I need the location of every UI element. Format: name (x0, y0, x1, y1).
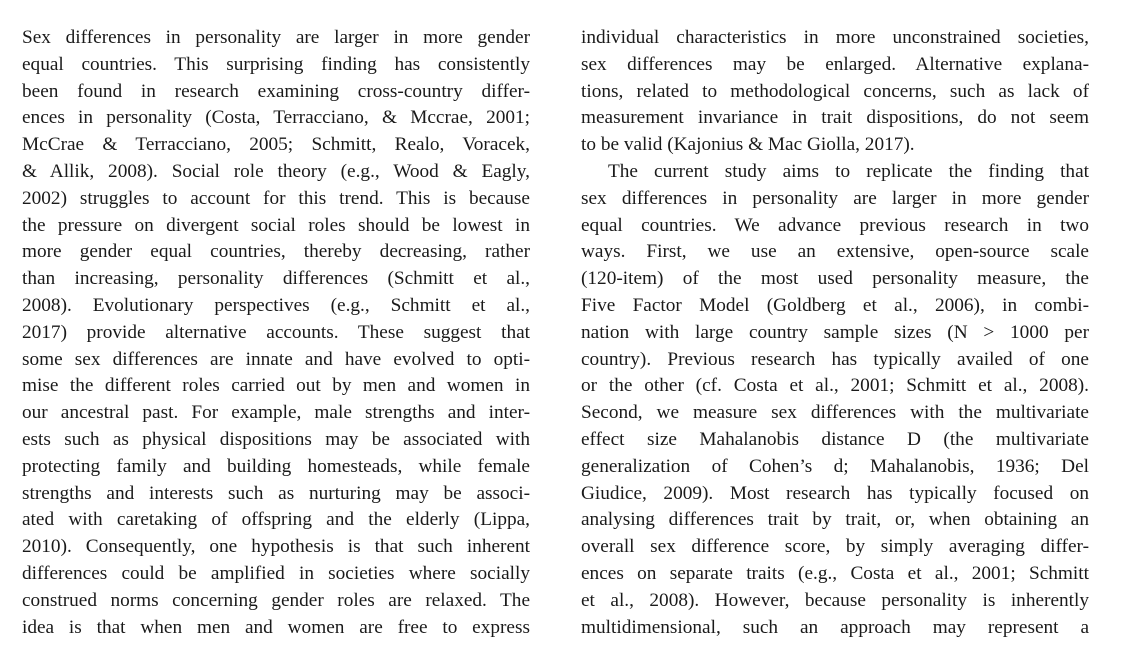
text-line: mise the different roles carried out by men and women in (22, 375, 530, 397)
text-line: strengths and interests such as nurturing may be associ- (22, 482, 530, 504)
text-line: ated with caretaking of offspring and the elderly (Lippa, (22, 509, 530, 531)
text-line: McCrae & Terracciano, 2005; Schmitt, Realo, Voracek, (22, 134, 530, 156)
text-line: 2010). Consequently, one hypothesis is that such inherent (22, 536, 530, 558)
text-line: more gender equal countries, thereby decreasing, rather (22, 241, 530, 263)
text-line: country). Previous research has typically availed of one (581, 348, 1089, 370)
text-line: et al., 2008). However, because personality is inherently (581, 589, 1089, 611)
text-line: Giudice, 2009). Most research has typically focused on (581, 482, 1089, 504)
text-line: sex differences may be enlarged. Alternative explana- (581, 53, 1089, 75)
text-line: Sex differences in personality are larger in more gender (22, 27, 530, 48)
text-line: ests such as physical dispositions may be associated with (22, 428, 530, 450)
text-line: multidimensional, such an approach may represent a (581, 616, 1089, 638)
text-line: effect size Mahalanobis distance D (the multivariate (581, 428, 1089, 450)
text-line: or the other (cf. Costa et al., 2001; Schmitt et al., 2008). (581, 375, 1089, 397)
text-line: ences in personality (Costa, Terracciano, & Mccrae, 2001; (22, 107, 530, 129)
text-line: ences on separate traits (e.g., Costa et al., 2001; Schmitt (581, 562, 1089, 584)
text-line: equal countries. This surprising finding has consistently (22, 53, 530, 75)
text-line: than increasing, personality differences (Schmitt et al., (22, 268, 530, 290)
text-line: our ancestral past. For example, male strengths and inter- (22, 402, 530, 424)
right-text-column (581, 25, 1089, 641)
text-line: been found in research examining cross-country differ- (22, 80, 530, 102)
text-line: the pressure on divergent social roles should be lowest in (22, 214, 530, 236)
text-line: Five Factor Model (Goldberg et al., 2006), in combi- (581, 294, 1089, 316)
text-line: analysing differences trait by trait, or, when obtaining an (581, 509, 1089, 531)
text-line: some sex differences are innate and have evolved to opti- (22, 348, 530, 370)
left-text-column (22, 25, 530, 641)
text-line: generalization of Cohen’s d; Mahalanobis, 1936; Del (581, 455, 1089, 477)
text-line: differences could be amplified in societies where socially (22, 562, 530, 584)
text-line: & Allik, 2008). Social role theory (e.g., Wood & Eagly, (22, 160, 530, 182)
text-line: 2017) provide alternative accounts. These suggest that (22, 321, 530, 343)
text-line: equal countries. We advance previous research in two (581, 214, 1089, 236)
text-line: 2002) struggles to account for this trend. This is because (22, 187, 530, 209)
text-line: tions, related to methodological concerns, such as lack of (581, 80, 1089, 102)
text-line: individual characteristics in more unconstrained societies, (581, 27, 1089, 48)
paragraph-start-line: The current study aims to replicate the finding that (608, 160, 1089, 182)
text-line: nation with large country sample sizes (N > 1000 per (581, 321, 1089, 343)
text-line: ways. First, we use an extensive, open-source scale (581, 241, 1089, 263)
text-line: construed norms concerning gender roles are relaxed. The (22, 589, 530, 611)
text-line: Second, we measure sex differences with the multivariate (581, 402, 1089, 424)
paragraph-end-line: to be valid (Kajonius & Mac Giolla, 2017). (581, 134, 915, 156)
text-line: 2008). Evolutionary perspectives (e.g., Schmitt et al., (22, 294, 530, 316)
text-line: sex differences in personality are larger in more gender (581, 187, 1089, 209)
text-line: overall sex difference score, by simply averaging differ- (581, 536, 1089, 558)
text-line: idea is that when men and women are free to express (22, 616, 530, 638)
text-line: protecting family and building homesteads, while female (22, 455, 530, 477)
text-line: (120-item) of the most used personality measure, the (581, 268, 1089, 290)
text-line: measurement invariance in trait dispositions, do not seem (581, 107, 1089, 129)
